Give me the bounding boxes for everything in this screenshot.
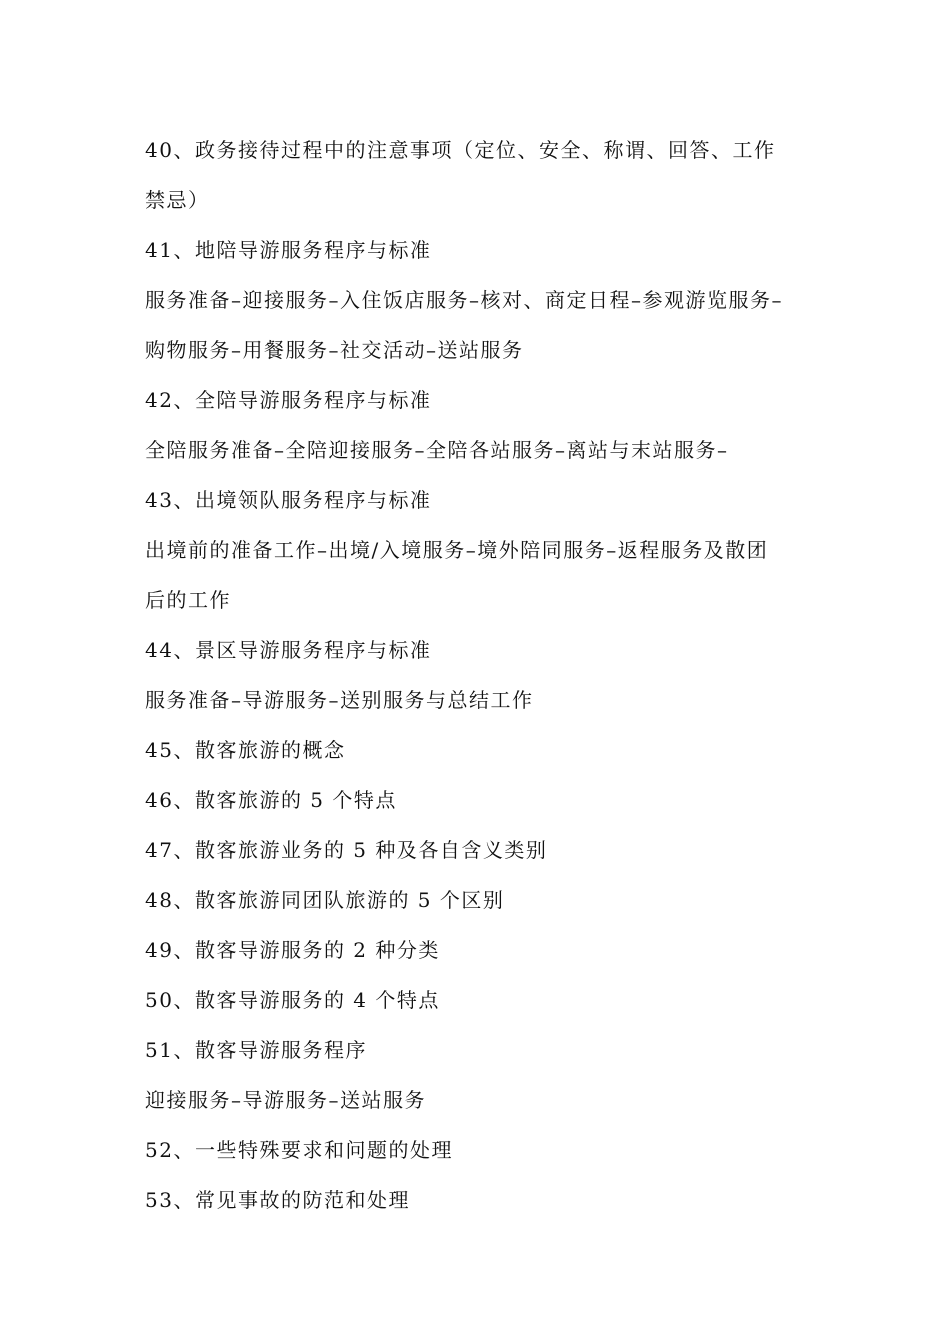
item-41-heading: 41、地陪导游服务程序与标准	[145, 238, 432, 262]
item-50-heading: 50、散客导游服务的 4 个特点	[145, 988, 440, 1012]
item-45-heading: 45、散客旅游的概念	[145, 738, 346, 762]
item-43-heading: 43、出境领队服务程序与标准	[145, 488, 432, 512]
item-47-heading: 47、散客旅游业务的 5 种及各自含义类别	[145, 838, 548, 862]
item-52-heading: 52、一些特殊要求和问题的处理	[145, 1138, 453, 1162]
item-42-heading: 42、全陪导游服务程序与标准	[145, 388, 432, 412]
item-44-heading: 44、景区导游服务程序与标准	[145, 638, 432, 662]
document-body	[145, 125, 825, 1225]
item-43-detail-line-1: 出境前的准备工作–出境/入境服务–境外陪同服务–返程服务及散团	[145, 538, 769, 562]
item-51-detail: 迎接服务–导游服务–送站服务	[145, 1088, 426, 1112]
item-51-heading: 51、散客导游服务程序	[145, 1038, 367, 1062]
item-41-detail-line-2: 购物服务–用餐服务–社交活动–送站服务	[145, 338, 524, 362]
item-41-detail-line-1: 服务准备–迎接服务–入住饭店服务–核对、商定日程–参观游览服务–	[145, 288, 783, 312]
item-42-detail: 全陪服务准备–全陪迎接服务–全陪各站服务–离站与末站服务–	[145, 438, 729, 462]
item-46-heading: 46、散客旅游的 5 个特点	[145, 788, 397, 812]
item-44-detail: 服务准备–导游服务–送别服务与总结工作	[145, 688, 534, 712]
item-48-heading: 48、散客旅游同团队旅游的 5 个区别	[145, 888, 505, 912]
item-43-detail-line-2: 后的工作	[145, 588, 231, 612]
item-49-heading: 49、散客导游服务的 2 种分类	[145, 938, 440, 962]
item-40-heading-line-2: 禁忌）	[145, 188, 210, 212]
item-53-heading: 53、常见事故的防范和处理	[145, 1188, 410, 1212]
item-40-heading-line-1: 40、政务接待过程中的注意事项（定位、安全、称谓、回答、工作	[145, 138, 776, 162]
